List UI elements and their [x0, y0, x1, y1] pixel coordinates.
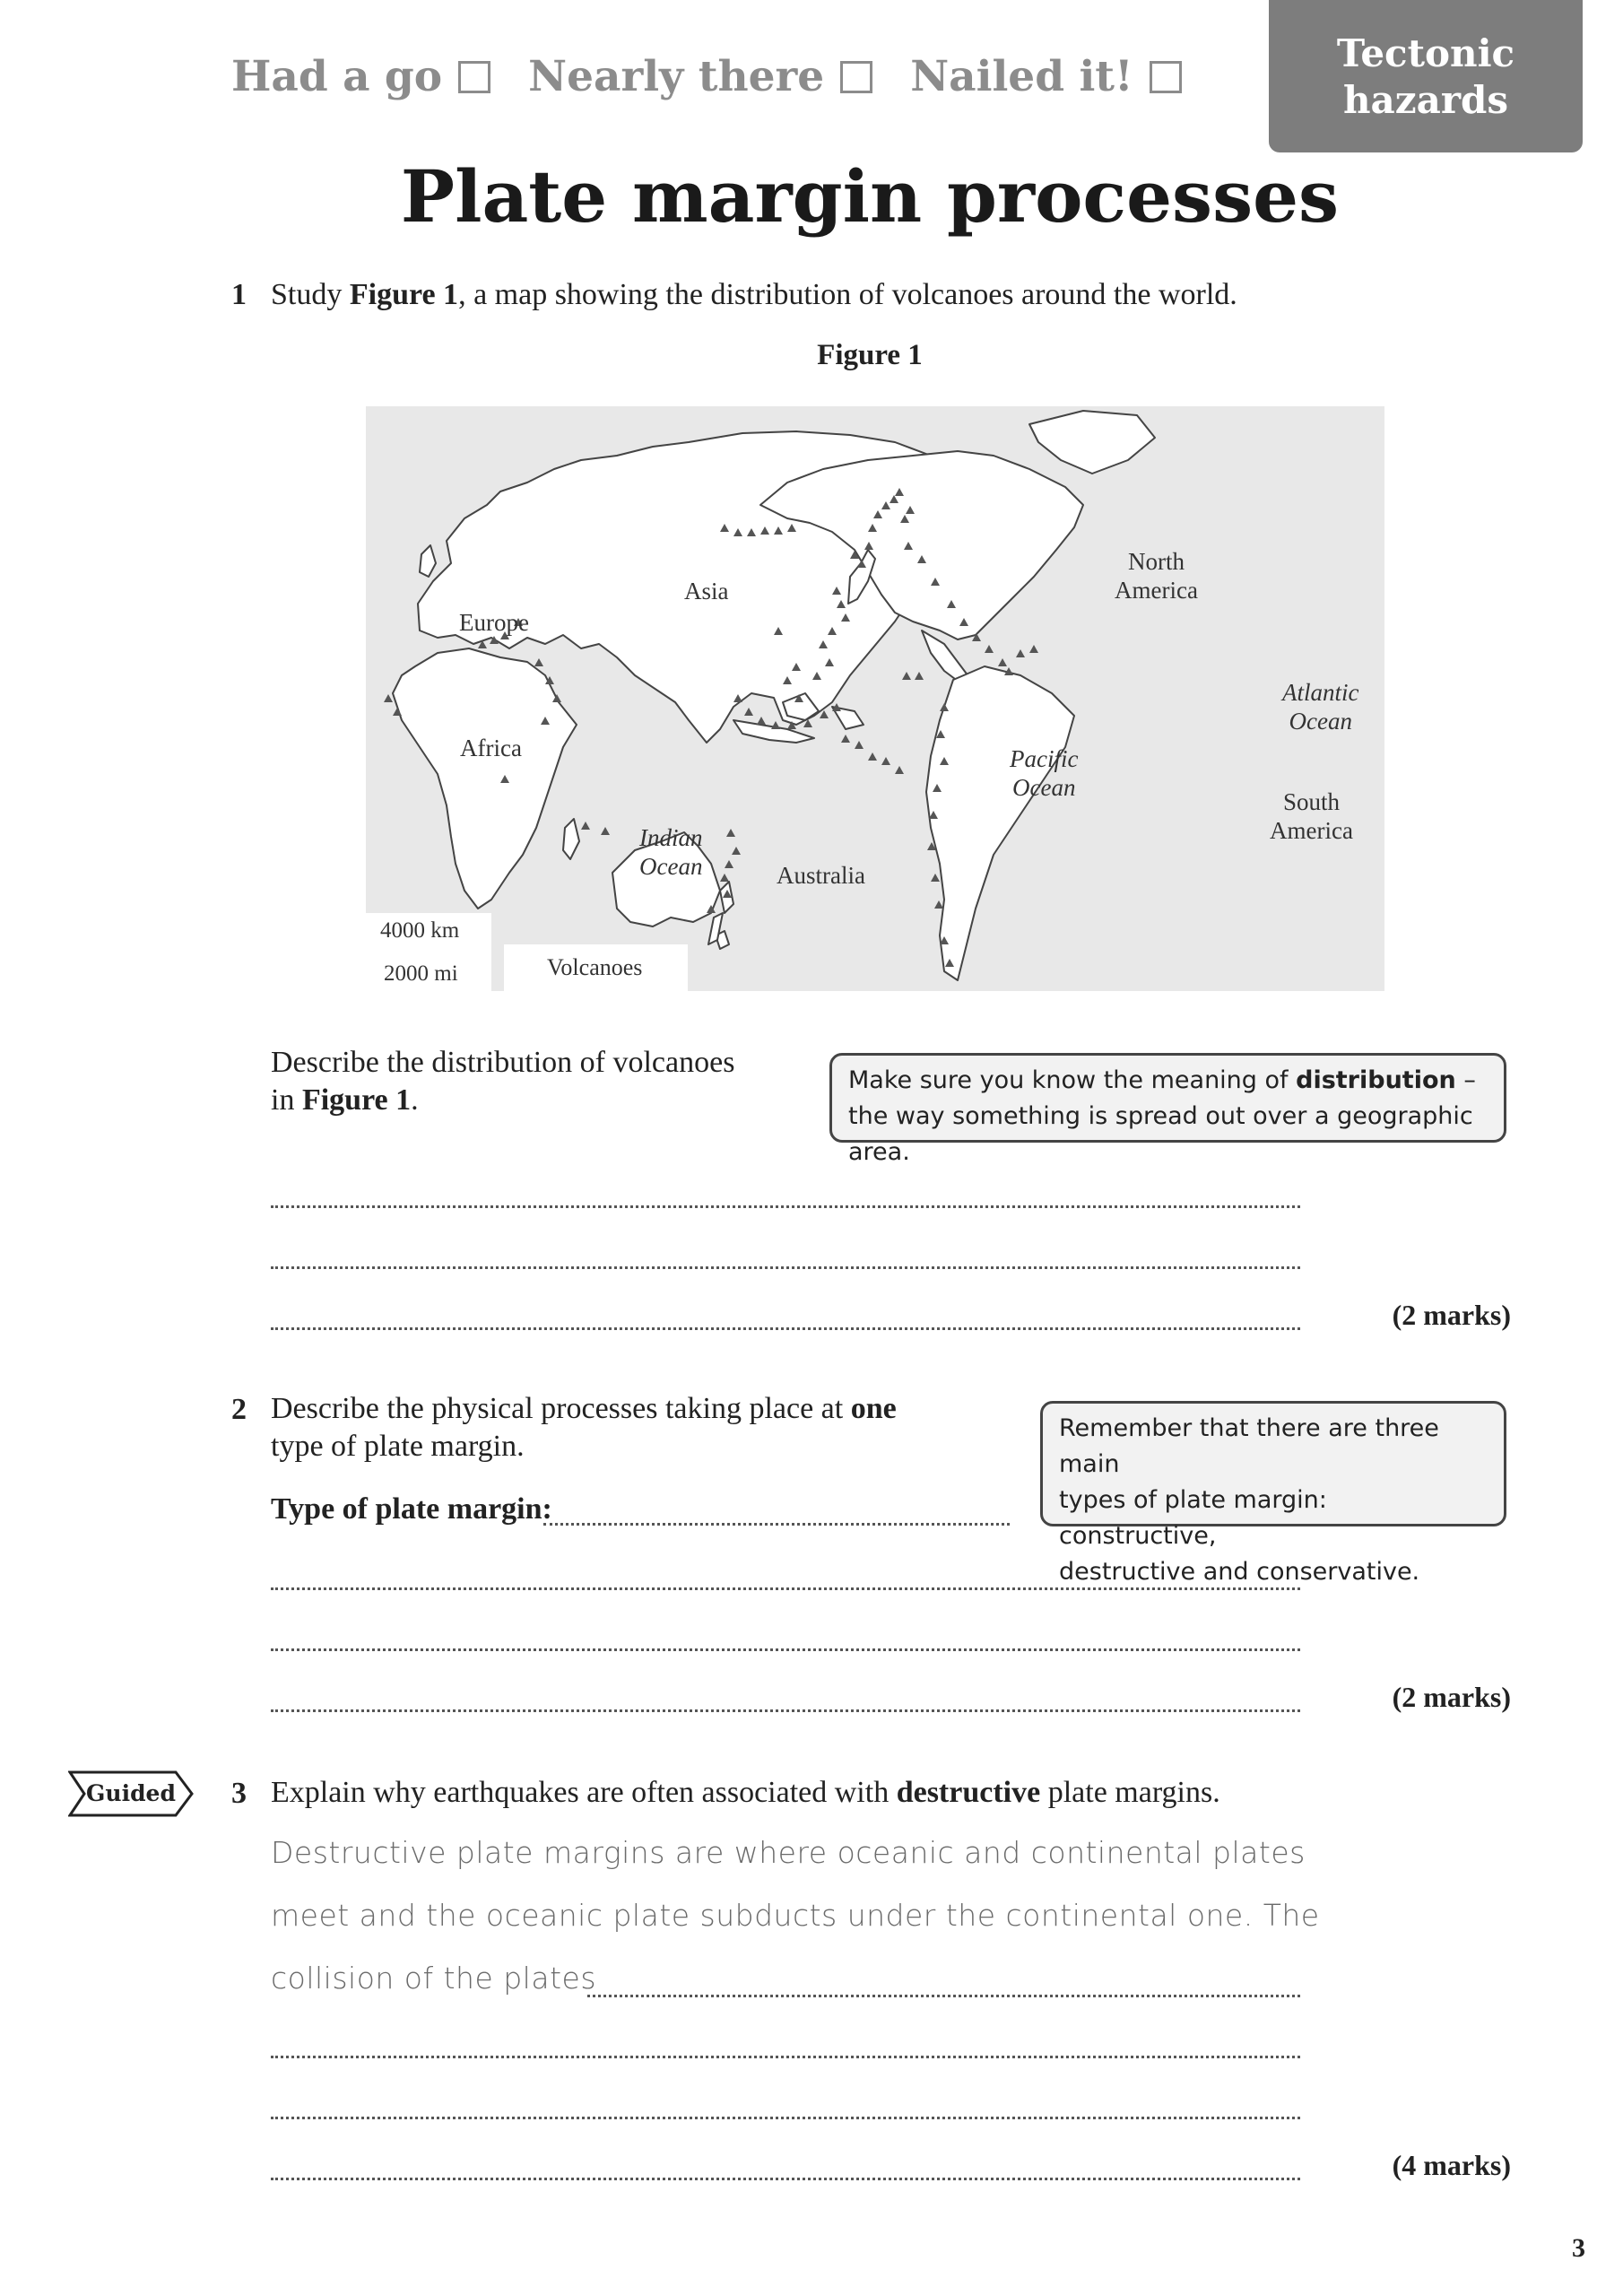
- topic-tab-line: Tectonic: [1336, 31, 1515, 75]
- progress-label: Nailed it!: [910, 52, 1133, 101]
- label-south-america: [1270, 787, 1353, 845]
- label-line: Ocean: [1289, 708, 1352, 735]
- question-line: type of plate margin.: [271, 1430, 525, 1463]
- label-line: North: [1127, 548, 1185, 575]
- answer-line[interactable]: [271, 1239, 1300, 1269]
- prompt-text: .: [411, 1083, 419, 1117]
- intro-text: , a map showing the distribution of volcanoes around the world.: [458, 278, 1237, 311]
- label-line: Indian: [639, 824, 703, 851]
- prompt-line: Describe the distribution of volcanoes: [271, 1046, 735, 1079]
- topic-tab: [1269, 0, 1583, 152]
- question-1-intro: [271, 276, 1237, 314]
- south-america-landmass: [926, 666, 1074, 980]
- tip-box-plate-margins: [1040, 1401, 1506, 1586]
- label-europe: Europe: [459, 609, 529, 636]
- intro-bold: Figure 1: [349, 278, 459, 311]
- guided-badge: [68, 1770, 194, 1817]
- question-1-number: 1: [231, 278, 247, 311]
- tip-line: destructive and conservative.: [1059, 1558, 1420, 1586]
- answer-line[interactable]: [271, 1561, 1300, 1590]
- progress-nailed-it: [910, 52, 1181, 101]
- label-asia: Asia: [684, 578, 729, 604]
- legend-label: Volcanoes: [547, 954, 643, 980]
- answer-line[interactable]: [271, 2029, 1300, 2058]
- guided-answer-line-2: meet and the oceanic plate subducts under the continental one. The: [271, 1898, 1320, 1933]
- label-line: Pacific: [1010, 745, 1079, 772]
- map-graphic: [366, 406, 1384, 991]
- label-line: South: [1282, 788, 1340, 815]
- africa-landmass: [393, 648, 577, 909]
- label-africa: Africa: [460, 735, 522, 761]
- question-bold: one: [850, 1392, 897, 1425]
- marks-q1: (2 marks): [1392, 1299, 1511, 1331]
- answer-line[interactable]: [271, 2151, 1300, 2180]
- question-text: Explain why earthquakes are often associated with: [271, 1776, 897, 1809]
- question-bold: destructive: [896, 1776, 1041, 1809]
- tip-line: Remember that there are three main: [1059, 1414, 1439, 1478]
- answer-line[interactable]: [271, 1178, 1300, 1208]
- label-line: Ocean: [1012, 774, 1076, 801]
- answer-line[interactable]: [271, 2090, 1300, 2119]
- label-line: Atlantic: [1282, 679, 1359, 706]
- scale-mi: 2000 mi: [384, 961, 458, 986]
- prompt-text: in: [271, 1083, 302, 1117]
- label-line: America: [1115, 577, 1198, 604]
- had-a-go-checkbox[interactable]: [458, 61, 490, 93]
- answer-line[interactable]: [271, 1300, 1300, 1330]
- question-3-text: [271, 1774, 1220, 1812]
- label-line: America: [1270, 817, 1353, 844]
- answer-line[interactable]: [271, 1622, 1300, 1651]
- question-text: plate margins.: [1040, 1776, 1220, 1809]
- label-australia: Australia: [777, 862, 865, 889]
- page-title: Plate margin processes: [400, 154, 1340, 239]
- progress-label: Had a go: [231, 52, 443, 101]
- tip-line: types of plate margin: constructive,: [1059, 1486, 1327, 1550]
- marks-q2: (2 marks): [1392, 1681, 1511, 1713]
- guided-answer-line-1: Destructive plate margins are where oceanic and continental plates: [271, 1835, 1306, 1870]
- plate-margin-type-label: Type of plate margin:: [271, 1492, 552, 1526]
- prompt-bold: Figure 1: [301, 1083, 412, 1117]
- marks-q3: (4 marks): [1392, 2149, 1511, 2181]
- scale-km: 4000 km: [380, 918, 460, 943]
- tip-text: – the way something is spread out over a geographic area.: [848, 1066, 1476, 1166]
- progress-had-a-go: [231, 52, 490, 101]
- question-2-text: [271, 1390, 897, 1465]
- question-text: Describe the physical processes taking place at: [271, 1392, 851, 1425]
- question-2-number: 2: [231, 1393, 247, 1426]
- nearly-there-checkbox[interactable]: [840, 61, 872, 93]
- prompt-line: [271, 1082, 734, 1119]
- world-volcano-map: [366, 406, 1384, 991]
- label-atlantic-ocean: [1282, 678, 1358, 735]
- progress-nearly-there: [528, 52, 872, 101]
- label-pacific-ocean: [1010, 744, 1078, 802]
- guided-answer-line-3: collision of the plates: [271, 1961, 597, 1996]
- tip-box-distribution: [829, 1053, 1506, 1166]
- answer-line[interactable]: [271, 1683, 1300, 1712]
- question-1-prompt: [271, 1044, 734, 1119]
- intro-text: Study: [271, 278, 350, 311]
- label-indian-ocean: [639, 823, 703, 881]
- label-line: Ocean: [639, 853, 703, 880]
- tip-bold: distribution: [1296, 1066, 1456, 1094]
- tip-text: Make sure you know the meaning of: [848, 1066, 1297, 1094]
- map-scale: [366, 913, 491, 991]
- plate-margin-type-field[interactable]: [543, 1496, 1010, 1526]
- question-line: [271, 1390, 897, 1428]
- page-number: 3: [1572, 2233, 1585, 2263]
- guided-label: Guided: [86, 1780, 176, 1806]
- map-legend: [504, 944, 688, 991]
- label-north-america: [1115, 547, 1198, 604]
- progress-label: Nearly there: [528, 52, 825, 101]
- answer-line[interactable]: [587, 1968, 1300, 1997]
- progress-tracker: [231, 52, 1219, 101]
- topic-tab-line: hazards: [1343, 78, 1508, 122]
- nailed-it-checkbox[interactable]: [1150, 61, 1182, 93]
- figure-label: Figure 1: [817, 339, 923, 371]
- question-3-number: 3: [231, 1777, 247, 1810]
